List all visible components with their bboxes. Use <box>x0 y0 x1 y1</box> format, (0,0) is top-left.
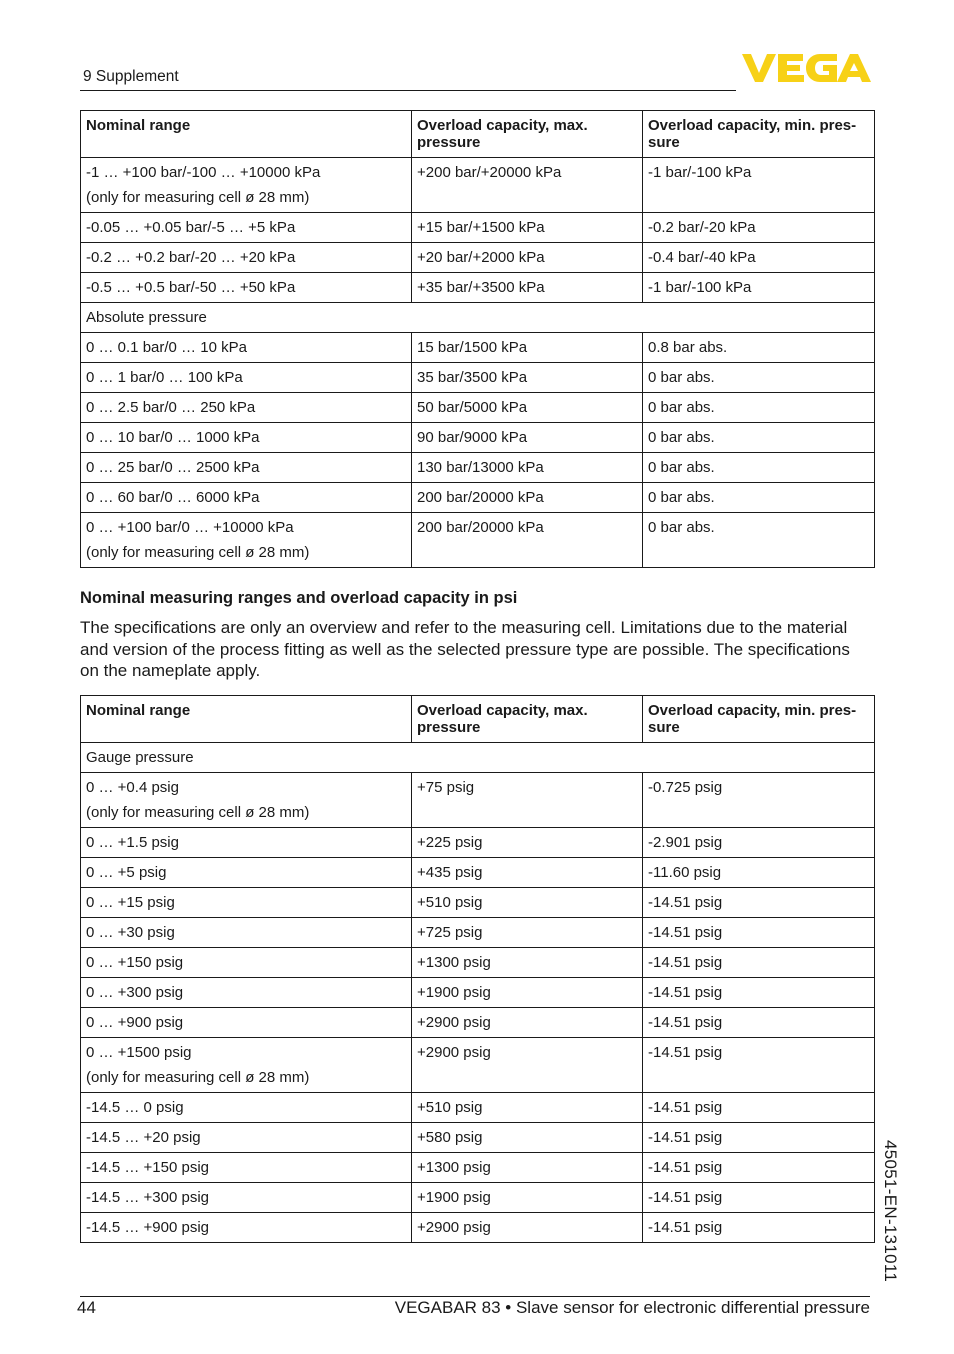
cell-text: +1300 psig <box>417 954 491 971</box>
section-label: Absolute pressure <box>81 303 875 333</box>
cell-text: -0.05 … +0.05 bar/-5 … +5 kPa <box>86 219 296 236</box>
cell-text: 0 … 60 bar/0 … 6000 kPa <box>86 489 260 506</box>
cell-text: 0 … +150 psig <box>86 954 184 971</box>
document-code: 45051-EN-131011 <box>881 1140 900 1283</box>
table-cell <box>81 948 412 978</box>
table-cell <box>412 1093 643 1123</box>
cell-text: -14.51 psig <box>648 924 723 941</box>
cell-text: +35 bar/+3500 kPa <box>417 279 545 296</box>
cell-text: -14.5 … +20 psig <box>86 1129 201 1146</box>
table-cell <box>81 513 412 568</box>
table-cell <box>643 1093 875 1123</box>
footer-divider <box>80 1296 870 1297</box>
cell-text: -14.51 psig <box>648 1099 723 1116</box>
cell-text: +510 psig <box>417 1099 483 1116</box>
cell-text: -14.51 psig <box>648 1014 723 1031</box>
table-cell <box>81 273 412 303</box>
cell-text: +725 psig <box>417 924 483 941</box>
table-cell <box>81 978 412 1008</box>
table-section-row <box>81 743 875 773</box>
cell-text: 90 bar/9000 kPa <box>417 429 528 446</box>
table-row <box>81 918 875 948</box>
table-row <box>81 213 875 243</box>
table-cell <box>412 888 643 918</box>
column-header: Overload capacity, min. pres- sure <box>643 111 875 158</box>
cell-text: 50 bar/5000 kPa <box>417 399 528 416</box>
table-cell <box>412 978 643 1008</box>
table-cell <box>643 978 875 1008</box>
table-row <box>81 888 875 918</box>
cell-text: -14.5 … +900 psig <box>86 1219 209 1236</box>
bar-kpa-table <box>80 110 875 568</box>
table-cell <box>643 363 875 393</box>
cell-text: 0 … 10 bar/0 … 1000 kPa <box>86 429 260 446</box>
table-row <box>81 1183 875 1213</box>
table-cell <box>81 363 412 393</box>
cell-text: -14.5 … 0 psig <box>86 1099 184 1116</box>
column-header: Nominal range <box>81 696 412 743</box>
table-row <box>81 453 875 483</box>
cell-text: +2900 psig <box>417 1014 491 1031</box>
table-cell <box>81 1213 412 1243</box>
table-cell <box>412 273 643 303</box>
cell-text: -0.5 … +0.5 bar/-50 … +50 kPa <box>86 279 296 296</box>
table-row <box>81 828 875 858</box>
cell-text: 0 … +15 psig <box>86 894 175 911</box>
cell-text: +435 psig <box>417 864 483 881</box>
psi-section-paragraph: The specifications are only an overview and refer to the measuring cell. Limitations due to the material and version of the process fitting as well as the selected pressure type are possible. The specifications on the nameplate apply. <box>80 618 850 680</box>
table-cell <box>81 393 412 423</box>
footer-title: VEGABAR 83 • Slave sensor for electronic differential pressure <box>394 1298 870 1317</box>
table-cell <box>643 773 875 828</box>
cell-text: +510 psig <box>417 894 483 911</box>
table-cell <box>643 393 875 423</box>
table-cell <box>81 1183 412 1213</box>
cell-text: 15 bar/1500 kPa <box>417 339 528 356</box>
table-cell <box>81 918 412 948</box>
cell-text: 0 … +1500 psig <box>86 1044 192 1061</box>
cell-text: -2.901 psig <box>648 834 723 851</box>
cell-text: -0.2 bar/-20 kPa <box>648 219 756 236</box>
table-cell <box>81 158 412 213</box>
table-cell <box>412 333 643 363</box>
cell-text: -14.5 … +150 psig <box>86 1159 209 1176</box>
table-cell <box>412 773 643 828</box>
cell-text: 35 bar/3500 kPa <box>417 369 528 386</box>
cell-text: +200 bar/+20000 kPa <box>417 164 562 181</box>
table-cell <box>412 828 643 858</box>
table-cell <box>643 1213 875 1243</box>
table-row <box>81 243 875 273</box>
table-cell <box>643 158 875 213</box>
table-cell <box>412 363 643 393</box>
cell-text: +580 psig <box>417 1129 483 1146</box>
table-row <box>81 1213 875 1243</box>
table-cell <box>412 213 643 243</box>
cell-text: -14.51 psig <box>648 1044 723 1061</box>
table-cell <box>81 1153 412 1183</box>
table-cell <box>412 423 643 453</box>
cell-note: (only for measuring cell ø 28 mm) <box>86 544 310 561</box>
cell-note: (only for measuring cell ø 28 mm) <box>86 804 310 821</box>
table-cell <box>81 453 412 483</box>
table-cell <box>412 948 643 978</box>
table-cell <box>643 483 875 513</box>
table-cell <box>412 918 643 948</box>
table-cell <box>643 333 875 363</box>
cell-text: -0.725 psig <box>648 779 723 796</box>
cell-text: 0 … 1 bar/0 … 100 kPa <box>86 369 243 386</box>
cell-text: +20 bar/+2000 kPa <box>417 249 545 266</box>
table-row <box>81 773 875 828</box>
table-cell <box>412 1123 643 1153</box>
table-cell <box>643 1183 875 1213</box>
table-cell <box>643 1153 875 1183</box>
section-label: Gauge pressure <box>81 743 875 773</box>
cell-text: 0.8 bar abs. <box>648 339 728 356</box>
cell-text: -14.51 psig <box>648 1159 723 1176</box>
table-cell <box>81 1038 412 1093</box>
table-cell <box>412 158 643 213</box>
table-cell <box>643 1123 875 1153</box>
cell-text: 0 … 25 bar/0 … 2500 kPa <box>86 459 260 476</box>
table-cell <box>643 513 875 568</box>
table-cell <box>412 513 643 568</box>
table-cell <box>412 453 643 483</box>
table-cell <box>412 858 643 888</box>
table-cell <box>412 1153 643 1183</box>
table-cell <box>81 1008 412 1038</box>
cell-text: 0 … +900 psig <box>86 1014 184 1031</box>
cell-text: +75 psig <box>417 779 475 796</box>
table-cell <box>412 1038 643 1093</box>
cell-text: -1 bar/-100 kPa <box>648 279 752 296</box>
table-cell <box>643 1008 875 1038</box>
cell-text: -1 bar/-100 kPa <box>648 164 752 181</box>
table-cell <box>412 243 643 273</box>
table-cell <box>412 483 643 513</box>
table-section-row <box>81 303 875 333</box>
cell-text: -14.51 psig <box>648 1219 723 1236</box>
cell-text: 0 … +0.4 psig <box>86 779 179 796</box>
cell-text: -14.51 psig <box>648 894 723 911</box>
cell-text: 0 bar abs. <box>648 459 715 476</box>
cell-text: 0 bar abs. <box>648 399 715 416</box>
table-cell <box>412 1213 643 1243</box>
table-header-row <box>81 111 875 158</box>
table-row <box>81 1153 875 1183</box>
table-row <box>81 483 875 513</box>
table-cell <box>643 888 875 918</box>
table-cell <box>643 828 875 858</box>
table-row <box>81 858 875 888</box>
cell-note: (only for measuring cell ø 28 mm) <box>86 189 310 206</box>
header-divider <box>80 90 736 91</box>
cell-text: 0 … 0.1 bar/0 … 10 kPa <box>86 339 247 356</box>
table-row <box>81 1123 875 1153</box>
table-cell <box>81 1123 412 1153</box>
psi-section-heading: Nominal measuring ranges and overload capacity in psi <box>80 589 518 607</box>
table-cell <box>643 423 875 453</box>
table-cell <box>81 828 412 858</box>
cell-text: 0 … +30 psig <box>86 924 175 941</box>
cell-text: +2900 psig <box>417 1044 491 1061</box>
cell-text: -0.2 … +0.2 bar/-20 … +20 kPa <box>86 249 296 266</box>
cell-text: 200 bar/20000 kPa <box>417 489 544 506</box>
table-cell <box>81 773 412 828</box>
cell-text: 0 … 2.5 bar/0 … 250 kPa <box>86 399 256 416</box>
table-cell <box>412 1183 643 1213</box>
cell-text: +1900 psig <box>417 1189 491 1206</box>
table-cell <box>643 273 875 303</box>
table-cell <box>643 948 875 978</box>
cell-text: -0.4 bar/-40 kPa <box>648 249 756 266</box>
vega-logo-graphic <box>742 52 872 84</box>
column-header: Overload capacity, max. pressure <box>412 111 643 158</box>
table-row <box>81 333 875 363</box>
table-row <box>81 273 875 303</box>
table-row <box>81 948 875 978</box>
column-header: Overload capacity, min. pres- sure <box>643 696 875 743</box>
cell-text: -11.60 psig <box>648 864 722 881</box>
table-cell <box>81 1093 412 1123</box>
table-cell <box>81 888 412 918</box>
section-title: 9 Supplement <box>83 68 179 85</box>
table-cell <box>643 453 875 483</box>
table-cell <box>81 213 412 243</box>
cell-text: 0 … +1.5 psig <box>86 834 179 851</box>
page-number: 44 <box>77 1298 96 1317</box>
cell-text: -14.51 psig <box>648 1189 723 1206</box>
table-cell <box>81 423 412 453</box>
table-cell <box>643 858 875 888</box>
cell-text: -14.51 psig <box>648 954 723 971</box>
table-row <box>81 363 875 393</box>
table-row <box>81 158 875 213</box>
table-cell <box>412 393 643 423</box>
table-row <box>81 393 875 423</box>
cell-text: 200 bar/20000 kPa <box>417 519 544 536</box>
cell-text: -14.51 psig <box>648 984 723 1001</box>
cell-note: (only for measuring cell ø 28 mm) <box>86 1069 310 1086</box>
table-row <box>81 513 875 568</box>
table-cell <box>643 1038 875 1093</box>
table-header-row <box>81 696 875 743</box>
vega-logo <box>742 52 872 89</box>
table-cell <box>643 243 875 273</box>
cell-text: 0 … +5 psig <box>86 864 167 881</box>
cell-text: -14.51 psig <box>648 1129 723 1146</box>
cell-text: 0 bar abs. <box>648 429 715 446</box>
cell-text: +1300 psig <box>417 1159 491 1176</box>
cell-text: -14.5 … +300 psig <box>86 1189 209 1206</box>
table-cell <box>81 243 412 273</box>
table-cell <box>81 333 412 363</box>
table-cell <box>643 213 875 243</box>
cell-text: 130 bar/13000 kPa <box>417 459 544 476</box>
table-cell <box>81 858 412 888</box>
table-row <box>81 1093 875 1123</box>
table-cell <box>81 483 412 513</box>
table-row <box>81 978 875 1008</box>
cell-text: 0 … +100 bar/0 … +10000 kPa <box>86 519 294 536</box>
table-row <box>81 423 875 453</box>
table-row <box>81 1008 875 1038</box>
table-cell <box>412 1008 643 1038</box>
column-header: Nominal range <box>81 111 412 158</box>
table-cell <box>643 918 875 948</box>
cell-text: 0 bar abs. <box>648 519 715 536</box>
psi-table <box>80 695 875 1243</box>
cell-text: +225 psig <box>417 834 483 851</box>
cell-text: +1900 psig <box>417 984 491 1001</box>
cell-text: -1 … +100 bar/-100 … +10000 kPa <box>86 164 321 181</box>
cell-text: 0 bar abs. <box>648 489 715 506</box>
cell-text: 0 bar abs. <box>648 369 715 386</box>
table-row <box>81 1038 875 1093</box>
cell-text: 0 … +300 psig <box>86 984 184 1001</box>
column-header: Overload capacity, max. pressure <box>412 696 643 743</box>
cell-text: +15 bar/+1500 kPa <box>417 219 545 236</box>
cell-text: +2900 psig <box>417 1219 491 1236</box>
